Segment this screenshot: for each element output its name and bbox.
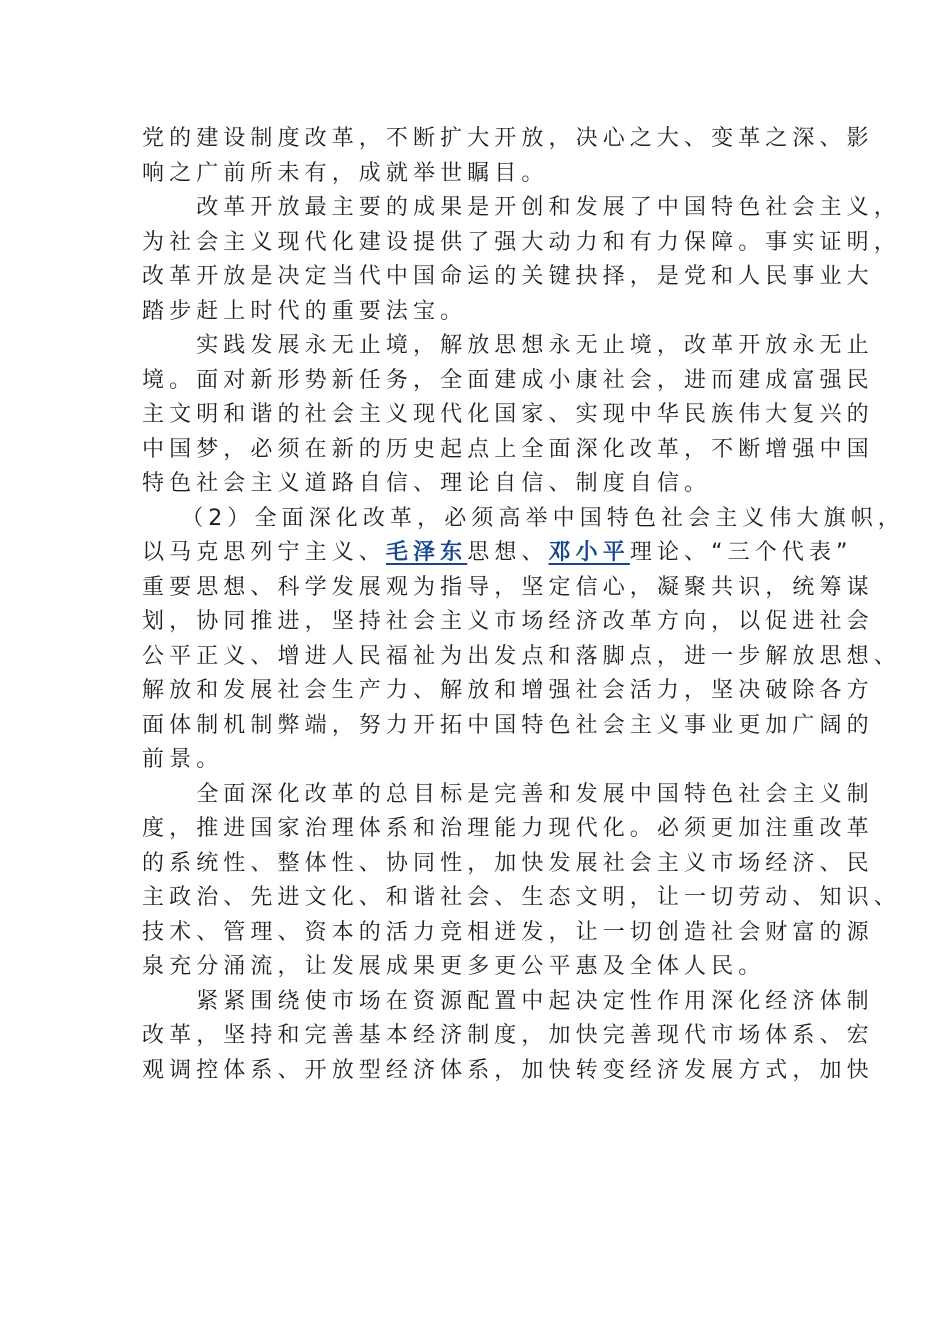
text-segment: 响之广前所未有，成就举世瞩目。 [142, 160, 549, 186]
text-segment: 思想、 [467, 540, 549, 565]
text-line [142, 571, 874, 606]
text-line [142, 709, 874, 744]
text-segment: 踏步赶上时代的重要法宝。 [142, 298, 468, 324]
text-line [142, 985, 874, 1020]
text-line [142, 226, 901, 261]
text-segment: 全面深化改革的总目标是完善和发展中国特色社会主义制 [142, 781, 874, 807]
text-line [142, 398, 874, 433]
text-segment: 主文明和谐的社会主义现代化国家、实现中华民族伟大复兴的 [142, 402, 874, 427]
text-line [142, 467, 810, 502]
link-deng-xiaoping[interactable]: 邓小平 [548, 540, 630, 565]
text-segment: 面体制机制弊端，努力开拓中国特色社会主义事业更加广阔的 [142, 712, 874, 738]
text-line [142, 536, 853, 571]
text-segment: 以马克思列宁主义、 [142, 540, 386, 565]
text-segment: 紧紧围绕使市场在资源配置中起决定性作用深化经济体制 [142, 988, 874, 1014]
text-segment: 泉充分涌流，让发展成果更多更公平惠及全体人民。 [142, 954, 766, 979]
text-segment: 为社会主义现代化建设提供了强大动力和有力保障。事实证明， [142, 229, 901, 255]
text-segment: 中国梦，必须在新的历史起点上全面深化改革，不断增强中国 [142, 436, 874, 462]
text-segment: 特色社会主义道路自信、理论自信、制度自信。 [142, 471, 712, 496]
text-segment: 党的建设制度改革，不断扩大开放，决心之大、变革之深、影 [142, 126, 874, 151]
text-line [142, 502, 905, 537]
text-segment: 改革开放是决定当代中国命运的关键抉择，是党和人民事业大 [142, 264, 874, 289]
document-page [142, 122, 905, 1088]
text-segment: 主政治、先进文化、和谐社会、生态文明，让一切劳动、知识、 [142, 885, 901, 910]
text-line [142, 364, 874, 399]
text-line [142, 1019, 874, 1054]
text-line [142, 640, 901, 675]
text-line [142, 674, 874, 709]
text-line [142, 191, 901, 226]
text-line [142, 743, 810, 778]
text-segment: 重要思想、科学发展观为指导，坚定信心，凝聚共识，统筹谋 [142, 574, 874, 600]
text-line [142, 433, 874, 468]
text-line [142, 812, 874, 847]
text-segment: 改革，坚持和完善基本经济制度，加快完善现代市场体系、宏 [142, 1023, 874, 1048]
text-line [142, 605, 874, 640]
text-segment: 解放和发展社会生产力、解放和增强社会活力，坚决破除各方 [142, 678, 874, 703]
text-line [142, 295, 810, 330]
text-segment: 实践发展永无止境，解放思想永无止境，改革开放永无止 [142, 333, 874, 358]
text-line [142, 157, 810, 192]
text-line [142, 122, 874, 157]
text-line [142, 329, 874, 364]
text-segment: 技术、管理、资本的活力竞相迸发，让一切创造社会财富的源 [142, 919, 874, 945]
text-segment: 划，协同推进，坚持社会主义市场经济改革方向，以促进社会 [142, 609, 874, 634]
text-segment: 的系统性、整体性、协同性，加快发展社会主义市场经济、民 [142, 850, 874, 876]
text-segment: 观调控体系、开放型经济体系，加快转变经济发展方式，加快 [142, 1057, 874, 1083]
text-segment: 改革开放最主要的成果是开创和发展了中国特色社会主义， [142, 195, 901, 220]
text-line [142, 1054, 874, 1089]
text-segment: 度，推进国家治理体系和治理能力现代化。必须更加注重改革 [142, 816, 874, 841]
text-segment: 公平正义、增进人民福祉为出发点和落脚点，进一步解放思想、 [142, 643, 901, 669]
text-segment: 前景。 [142, 747, 224, 772]
text-segment: 理论、“三个代表” [629, 540, 853, 565]
text-line [142, 778, 874, 813]
link-mao-zedong[interactable]: 毛泽东 [385, 540, 468, 565]
text-segment: （2）全面深化改革，必须高举中国特色社会主义伟大旗帜， [142, 505, 905, 531]
text-line [142, 950, 810, 985]
text-line [142, 260, 874, 295]
text-line [142, 916, 874, 951]
text-line [142, 847, 874, 882]
text-segment: 境。面对新形势新任务，全面建成小康社会，进而建成富强民 [142, 367, 874, 393]
text-line [142, 881, 901, 916]
